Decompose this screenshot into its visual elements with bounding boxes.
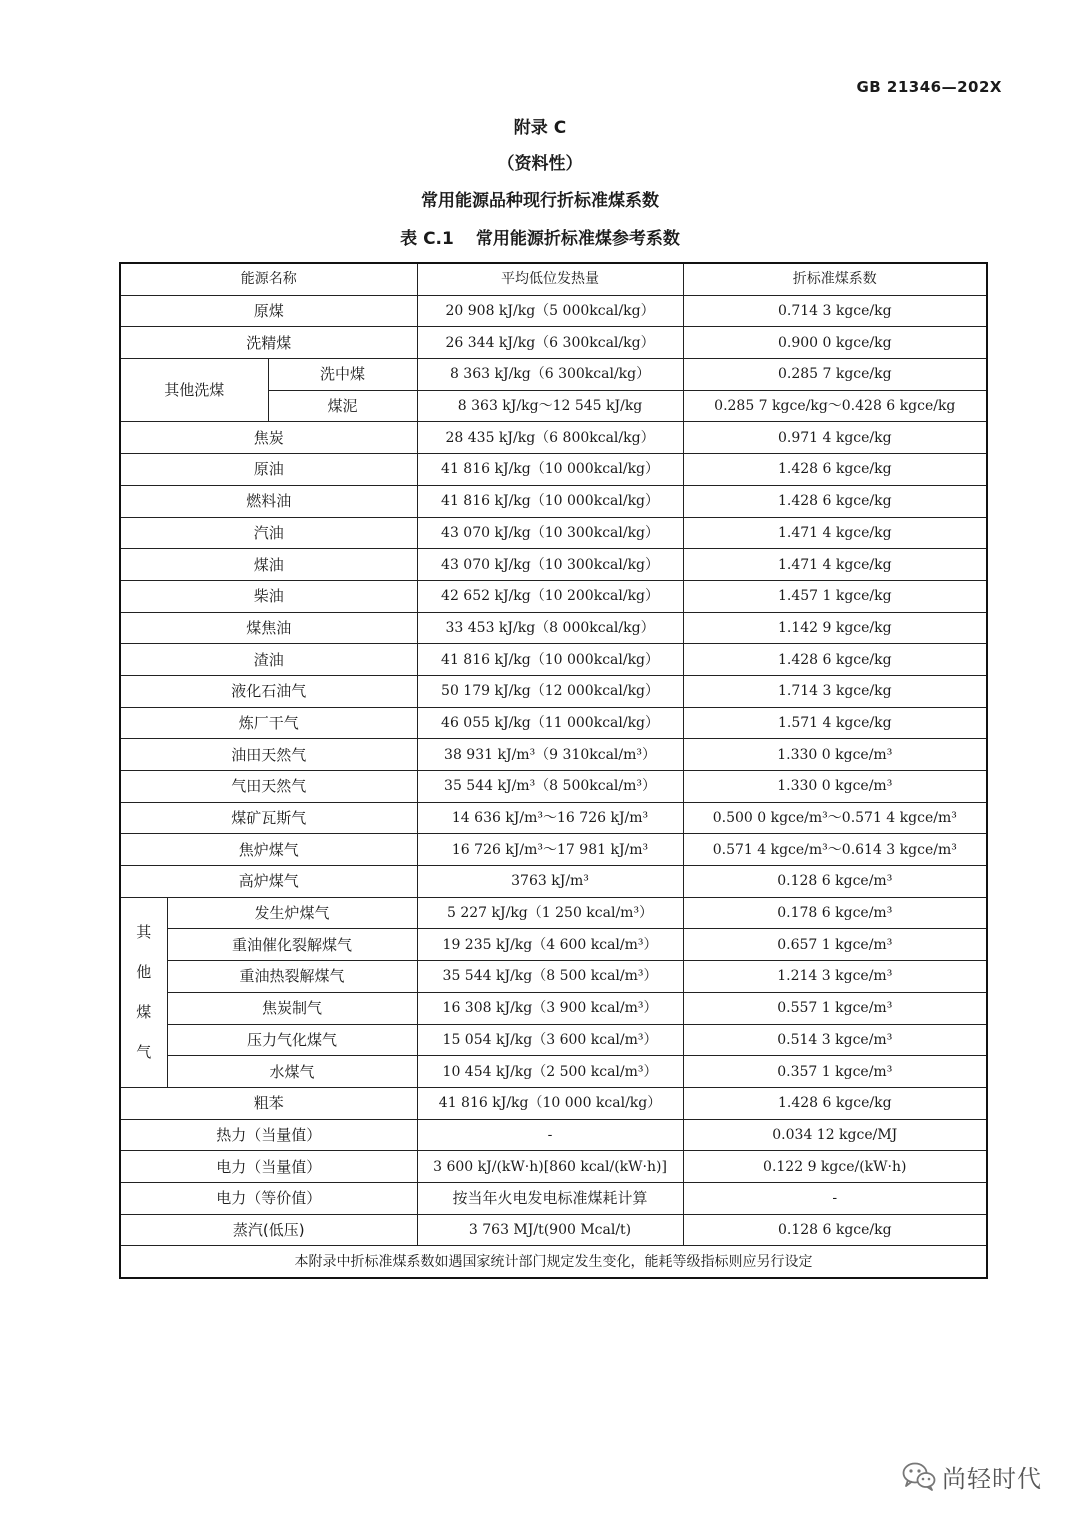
coefficient: 0.128 6 kgce/kg [683, 1214, 987, 1246]
energy-name: 蒸汽(低压) [120, 1214, 417, 1246]
table-row [120, 1182, 987, 1214]
energy-name: 电力（当量值） [120, 1151, 417, 1183]
table-row [120, 1214, 987, 1246]
coefficient: 1.214 3 kgce/m³ [683, 961, 987, 993]
energy-name: 油田天然气 [120, 739, 417, 771]
heat-value: 8 363 kJ/kg～12 545 kJ/kg [417, 390, 683, 422]
heat-value: 8 363 kJ/kg（6 300kcal/kg） [417, 359, 683, 391]
coefficient: 1.330 0 kgce/m³ [683, 739, 987, 771]
heat-value: 按当年火电发电标准煤耗计算 [417, 1182, 683, 1214]
coefficient: 0.122 9 kgce/(kW·h) [683, 1151, 987, 1183]
table-row [120, 834, 987, 866]
coefficient: 1.457 1 kgce/kg [683, 580, 987, 612]
energy-name: 煤油 [120, 549, 417, 581]
heat-value: 41 816 kJ/kg（10 000kcal/kg） [417, 644, 683, 676]
coefficient: 0.128 6 kgce/m³ [683, 866, 987, 898]
table-row [120, 644, 987, 676]
table-title: 常用能源折标准煤参考系数 [475, 229, 680, 249]
energy-name: 洗精煤 [120, 327, 417, 359]
energy-name: 炼厂干气 [120, 707, 417, 739]
energy-name: 粗苯 [120, 1087, 417, 1119]
table-row [120, 675, 987, 707]
heat-value: 19 235 kJ/kg（4 600 kcal/m³） [417, 929, 683, 961]
table-note-row [120, 1246, 987, 1278]
table-row [120, 1024, 987, 1056]
heat-value: 38 931 kJ/m³（9 310kcal/m³） [417, 739, 683, 771]
table-row [120, 612, 987, 644]
group-other-washed-coal: 其他洗煤 [120, 359, 268, 422]
table-row [120, 992, 987, 1024]
heat-value: 26 344 kJ/kg（6 300kcal/kg） [417, 327, 683, 359]
table-row [120, 485, 987, 517]
coefficient: 1.714 3 kgce/kg [683, 675, 987, 707]
standard-number: GB 21346—202X [856, 78, 1002, 96]
energy-name: 液化石油气 [120, 675, 417, 707]
table-row [120, 1056, 987, 1088]
table-row [120, 359, 987, 391]
table-note: 本附录中折标准煤系数如遇国家统计部门规定发生变化，能耗等级指标则应另行设定 [120, 1246, 987, 1278]
heat-value: 16 308 kJ/kg（3 900 kcal/m³） [417, 992, 683, 1024]
coefficient: 1.428 6 kgce/kg [683, 1087, 987, 1119]
heat-value: - [417, 1119, 683, 1151]
header-coefficient: 折标准煤系数 [683, 263, 987, 295]
appendix-nature: （资料性） [497, 154, 583, 174]
coefficient: 0.178 6 kgce/m³ [683, 897, 987, 929]
coefficient: 1.428 6 kgce/kg [683, 454, 987, 486]
coefficient: 0.971 4 kgce/kg [683, 422, 987, 454]
heat-value: 41 816 kJ/kg（10 000 kcal/kg） [417, 1087, 683, 1119]
table-row [120, 802, 987, 834]
table-row [120, 961, 987, 993]
energy-name: 原煤 [120, 295, 417, 327]
heat-value: 15 054 kJ/kg（3 600 kcal/m³） [417, 1024, 683, 1056]
table-row [120, 295, 987, 327]
energy-name: 焦炭制气 [167, 992, 417, 1024]
table-row [120, 866, 987, 898]
header-energy-name: 能源名称 [120, 263, 417, 295]
heat-value: 14 636 kJ/m³～16 726 kJ/m³ [417, 802, 683, 834]
heat-value: 3 763 MJ/t(900 Mcal/t) [417, 1214, 683, 1246]
coefficient: 1.428 6 kgce/kg [683, 485, 987, 517]
coefficient: - [683, 1182, 987, 1214]
table-row [120, 1087, 987, 1119]
watermark [902, 1458, 1042, 1494]
table-row [120, 454, 987, 486]
energy-name: 气田天然气 [120, 771, 417, 803]
coefficient: 1.471 4 kgce/kg [683, 549, 987, 581]
coefficient: 0.557 1 kgce/m³ [683, 992, 987, 1024]
energy-name: 高炉煤气 [120, 866, 417, 898]
wechat-icon [902, 1461, 936, 1491]
heat-value: 35 544 kJ/m³（8 500kcal/m³） [417, 771, 683, 803]
energy-name: 煤矿瓦斯气 [120, 802, 417, 834]
heat-value: 35 544 kJ/kg（8 500 kcal/m³） [417, 961, 683, 993]
coefficient: 1.571 4 kgce/kg [683, 707, 987, 739]
energy-name: 电力（等价值） [120, 1182, 417, 1214]
energy-name: 渣油 [120, 644, 417, 676]
energy-name: 燃料油 [120, 485, 417, 517]
coefficient: 0.900 0 kgce/kg [683, 327, 987, 359]
table-row [120, 1119, 987, 1151]
coefficient: 1.330 0 kgce/m³ [683, 771, 987, 803]
heat-value: 5 227 kJ/kg（1 250 kcal/m³） [417, 897, 683, 929]
energy-name: 汽油 [120, 517, 417, 549]
table-row [120, 929, 987, 961]
heat-value: 50 179 kJ/kg（12 000kcal/kg） [417, 675, 683, 707]
heat-value: 43 070 kJ/kg（10 300kcal/kg） [417, 549, 683, 581]
coefficient: 0.714 3 kgce/kg [683, 295, 987, 327]
heat-value: 41 816 kJ/kg（10 000kcal/kg） [417, 454, 683, 486]
energy-name: 水煤气 [167, 1056, 417, 1088]
energy-name: 煤焦油 [120, 612, 417, 644]
energy-name: 煤泥 [268, 390, 417, 422]
heat-value: 43 070 kJ/kg（10 300kcal/kg） [417, 517, 683, 549]
table-number: 表 C.1 [400, 229, 454, 249]
table-row [120, 549, 987, 581]
heat-value: 46 055 kJ/kg（11 000kcal/kg） [417, 707, 683, 739]
heat-value: 3763 kJ/m³ [417, 866, 683, 898]
energy-name: 重油催化裂解煤气 [167, 929, 417, 961]
table-row [120, 422, 987, 454]
table-row [120, 1151, 987, 1183]
coefficient: 0.034 12 kgce/MJ [683, 1119, 987, 1151]
table-row [120, 771, 987, 803]
heat-value: 16 726 kJ/m³～17 981 kJ/m³ [417, 834, 683, 866]
energy-name: 重油热裂解煤气 [167, 961, 417, 993]
table-row [120, 707, 987, 739]
coefficient: 0.285 7 kgce/kg～0.428 6 kgce/kg [683, 390, 987, 422]
heat-value: 41 816 kJ/kg（10 000kcal/kg） [417, 485, 683, 517]
table-caption [0, 224, 1080, 249]
heat-value: 20 908 kJ/kg（5 000kcal/kg） [417, 295, 683, 327]
coefficient: 0.500 0 kgce/m³～0.571 4 kgce/m³ [683, 802, 987, 834]
heat-value: 33 453 kJ/kg（8 000kcal/kg） [417, 612, 683, 644]
energy-name: 洗中煤 [268, 359, 417, 391]
coefficient: 0.357 1 kgce/m³ [683, 1056, 987, 1088]
table-row [120, 897, 987, 929]
coefficient: 0.571 4 kgce/m³～0.614 3 kgce/m³ [683, 834, 987, 866]
heat-value: 3 600 kJ/(kW·h)[860 kcal/(kW·h)] [417, 1151, 683, 1183]
coefficient: 0.657 1 kgce/m³ [683, 929, 987, 961]
table-header-row [120, 263, 987, 295]
heat-value: 10 454 kJ/kg（2 500 kcal/m³） [417, 1056, 683, 1088]
heat-value: 28 435 kJ/kg（6 800kcal/kg） [417, 422, 683, 454]
energy-name: 热力（当量值） [120, 1119, 417, 1151]
table-row [120, 327, 987, 359]
watermark-text: 尚轻时代 [942, 1464, 1042, 1493]
energy-name: 发生炉煤气 [167, 897, 417, 929]
energy-name: 焦炉煤气 [120, 834, 417, 866]
energy-name: 原油 [120, 454, 417, 486]
table-row [120, 739, 987, 771]
coefficient: 0.514 3 kgce/m³ [683, 1024, 987, 1056]
energy-name: 压力气化煤气 [167, 1024, 417, 1056]
group-other-gas: 其他煤气 [120, 897, 167, 1087]
coefficient: 1.471 4 kgce/kg [683, 517, 987, 549]
coefficient: 1.142 9 kgce/kg [683, 612, 987, 644]
appendix-label: 附录 C [513, 118, 567, 138]
appendix-title: 常用能源品种现行折标准煤系数 [421, 191, 659, 211]
table-row [120, 580, 987, 612]
coefficient: 1.428 6 kgce/kg [683, 644, 987, 676]
coefficient: 0.285 7 kgce/kg [683, 359, 987, 391]
header-heat-value: 平均低位发热量 [417, 263, 683, 295]
energy-name: 焦炭 [120, 422, 417, 454]
table-row [120, 517, 987, 549]
energy-name: 柴油 [120, 580, 417, 612]
coefficient-table [119, 262, 988, 1279]
heat-value: 42 652 kJ/kg（10 200kcal/kg） [417, 580, 683, 612]
